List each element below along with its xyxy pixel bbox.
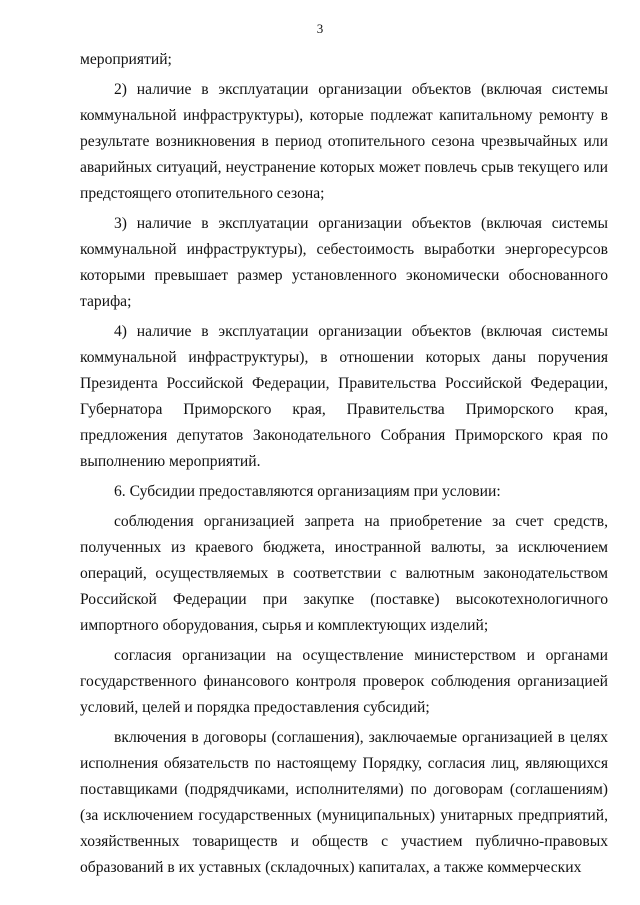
page-number: 3 <box>316 21 324 36</box>
paragraph-condition-audit: согласия организации на осуществление министерством и органами государственного финансового контроля проверок соблюдения организацией условий, целей и порядка предоставления субсидий; <box>80 647 608 716</box>
document-body <box>80 47 608 885</box>
paragraph-item-3: 3) наличие в эксплуатации организации объектов (включая системы коммунальной инфраструктуры), себестоимость выработки энергоресурсов которыми превышает размер установленного экономически обоснованного тарифа; <box>80 215 608 310</box>
paragraph-condition-currency: соблюдения организацией запрета на приобретение за счет средств, полученных из краевого бюджета, иностранной валюты, за исключением операций, осуществляемых в соответствии с валютным законодательством Российской Федерации при закупке (поставке) высокотехнологичного импортного оборудования, сырья и комплектующих изделий; <box>80 513 608 634</box>
paragraph-item-2: 2) наличие в эксплуатации организации объектов (включая системы коммунальной инфраструктуры), которые подлежат капитальному ремонту в результате возникновения в период отопительного сезона чрезвычайных или аварийных ситуаций, неустранение которых может повлечь срыв текущего или предстоящего отопительного сезона; <box>80 81 608 202</box>
paragraph-section-6: 6. Субсидии предоставляются организациям при условии: <box>114 483 501 500</box>
paragraph-condition-contracts: включения в договоры (соглашения), заключаемые организацией в целях исполнения обязательств по настоящему Порядку, согласия лиц, являющихся поставщиками (подрядчиками, исполнителями) по договорам (соглашениям) (за исключением государственных (муниципальных) унитарных предприятий, хозяйственных товариществ и обществ с участием публично-правовых образований в их уставных (складочных) капиталах, а также коммерческих <box>80 729 608 876</box>
paragraph-item-4: 4) наличие в эксплуатации организации объектов (включая системы коммунальной инфраструктуры), в отношении которых даны поручения Президента Российской Федерации, Правительства Российской Федерации, Губернатора Приморского края, Правительства Приморского края, предложения депутатов Законодательного Собрания Приморского края по выполнению мероприятий. <box>80 323 608 470</box>
paragraph-continuation: мероприятий; <box>80 51 172 68</box>
